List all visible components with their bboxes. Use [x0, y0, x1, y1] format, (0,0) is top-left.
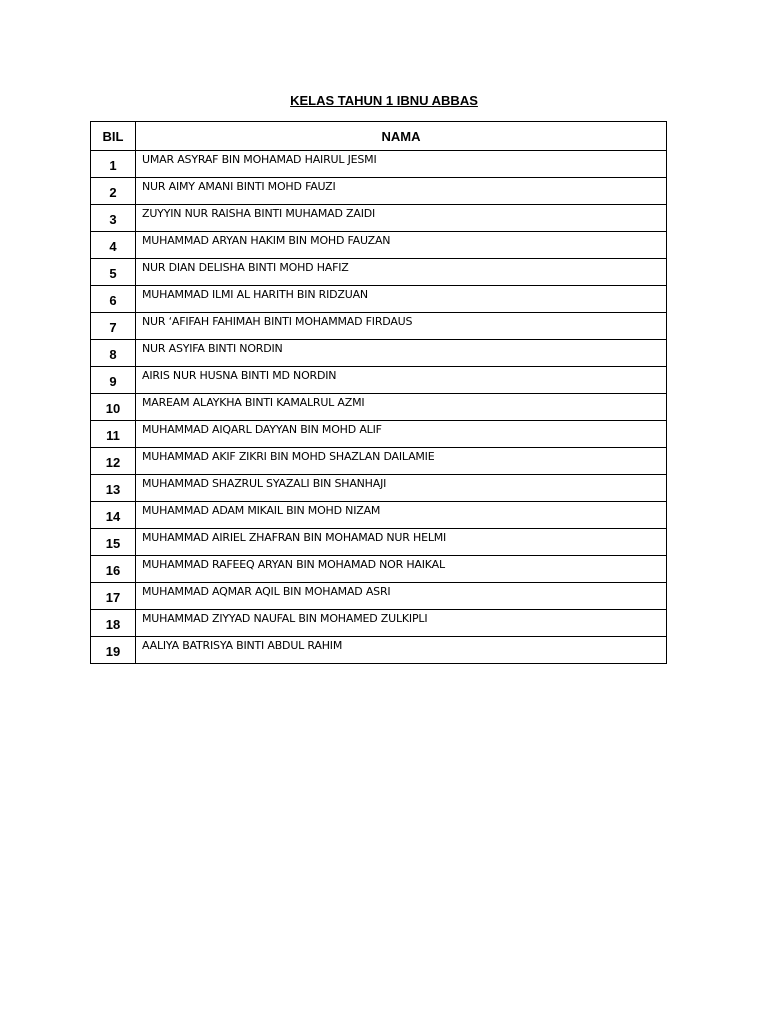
table-row — [91, 151, 667, 178]
table-row — [91, 394, 667, 421]
table-row — [91, 205, 667, 232]
student-name-cell: MUHAMMAD RAFEEQ ARYAN BIN MOHAMAD NOR HAIKAL — [136, 556, 667, 583]
row-number-cell: 11 — [91, 421, 136, 448]
student-name-cell: MUHAMMAD AKIF ZIKRI BIN MOHD SHAZLAN DAILAMIE — [136, 448, 667, 475]
student-name-cell: NUR ‘AFIFAH FAHIMAH BINTI MOHAMMAD FIRDAUS — [136, 313, 667, 340]
table-row — [91, 421, 667, 448]
row-number-cell: 5 — [91, 259, 136, 286]
table-row — [91, 583, 667, 610]
row-number-cell: 8 — [91, 340, 136, 367]
row-number-cell: 14 — [91, 502, 136, 529]
column-header-bil: BIL — [91, 122, 136, 151]
row-number-cell: 6 — [91, 286, 136, 313]
table-row — [91, 502, 667, 529]
student-name-cell: MUHAMMAD AIQARL DAYYAN BIN MOHD ALIF — [136, 421, 667, 448]
table-row — [91, 610, 667, 637]
table-row — [91, 637, 667, 664]
student-name-cell: NUR AIMY AMANI BINTI MOHD FAUZI — [136, 178, 667, 205]
row-number-cell: 13 — [91, 475, 136, 502]
row-number-cell: 4 — [91, 232, 136, 259]
table-row — [91, 340, 667, 367]
student-name-cell: MUHAMMAD ADAM MIKAIL BIN MOHD NIZAM — [136, 502, 667, 529]
student-name-cell: UMAR ASYRAF BIN MOHAMAD HAIRUL JESMI — [136, 151, 667, 178]
table-row — [91, 367, 667, 394]
table-header — [91, 122, 667, 151]
student-name-cell: MAREAM ALAYKHA BINTI KAMALRUL AZMI — [136, 394, 667, 421]
row-number-cell: 16 — [91, 556, 136, 583]
document-title: KELAS TAHUN 1 IBNU ABBAS — [290, 93, 478, 108]
student-name-cell: MUHAMMAD AIRIEL ZHAFRAN BIN MOHAMAD NUR HELMI — [136, 529, 667, 556]
header-row — [91, 122, 667, 151]
row-number-cell: 3 — [91, 205, 136, 232]
table-row — [91, 286, 667, 313]
student-name-cell: MUHAMMAD SHAZRUL SYAZALI BIN SHANHAJI — [136, 475, 667, 502]
document-title-line — [0, 92, 768, 110]
table-row — [91, 448, 667, 475]
row-number-cell: 2 — [91, 178, 136, 205]
row-number-cell: 17 — [91, 583, 136, 610]
row-number-cell: 10 — [91, 394, 136, 421]
row-number-cell: 18 — [91, 610, 136, 637]
table-row — [91, 232, 667, 259]
table-row — [91, 259, 667, 286]
student-name-cell: NUR DIAN DELISHA BINTI MOHD HAFIZ — [136, 259, 667, 286]
column-header-nama: NAMA — [136, 122, 667, 151]
table-row — [91, 529, 667, 556]
student-name-cell: MUHAMMAD AQMAR AQIL BIN MOHAMAD ASRI — [136, 583, 667, 610]
row-number-cell: 19 — [91, 637, 136, 664]
row-number-cell: 7 — [91, 313, 136, 340]
class-roster-table — [90, 121, 667, 664]
table-row — [91, 178, 667, 205]
student-name-cell: MUHAMMAD ILMI AL HARITH BIN RIDZUAN — [136, 286, 667, 313]
row-number-cell: 1 — [91, 151, 136, 178]
student-name-cell: MUHAMMAD ZIYYAD NAUFAL BIN MOHAMED ZULKIPLI — [136, 610, 667, 637]
table-row — [91, 313, 667, 340]
student-name-cell: AALIYA BATRISYA BINTI ABDUL RAHIM — [136, 637, 667, 664]
student-name-cell: NUR ASYIFA BINTI NORDIN — [136, 340, 667, 367]
row-number-cell: 15 — [91, 529, 136, 556]
row-number-cell: 12 — [91, 448, 136, 475]
table-body — [91, 151, 667, 664]
student-name-cell: AIRIS NUR HUSNA BINTI MD NORDIN — [136, 367, 667, 394]
table-row — [91, 556, 667, 583]
student-name-cell: ZUYYIN NUR RAISHA BINTI MUHAMAD ZAIDI — [136, 205, 667, 232]
row-number-cell: 9 — [91, 367, 136, 394]
table-row — [91, 475, 667, 502]
student-name-cell: MUHAMMAD ARYAN HAKIM BIN MOHD FAUZAN — [136, 232, 667, 259]
